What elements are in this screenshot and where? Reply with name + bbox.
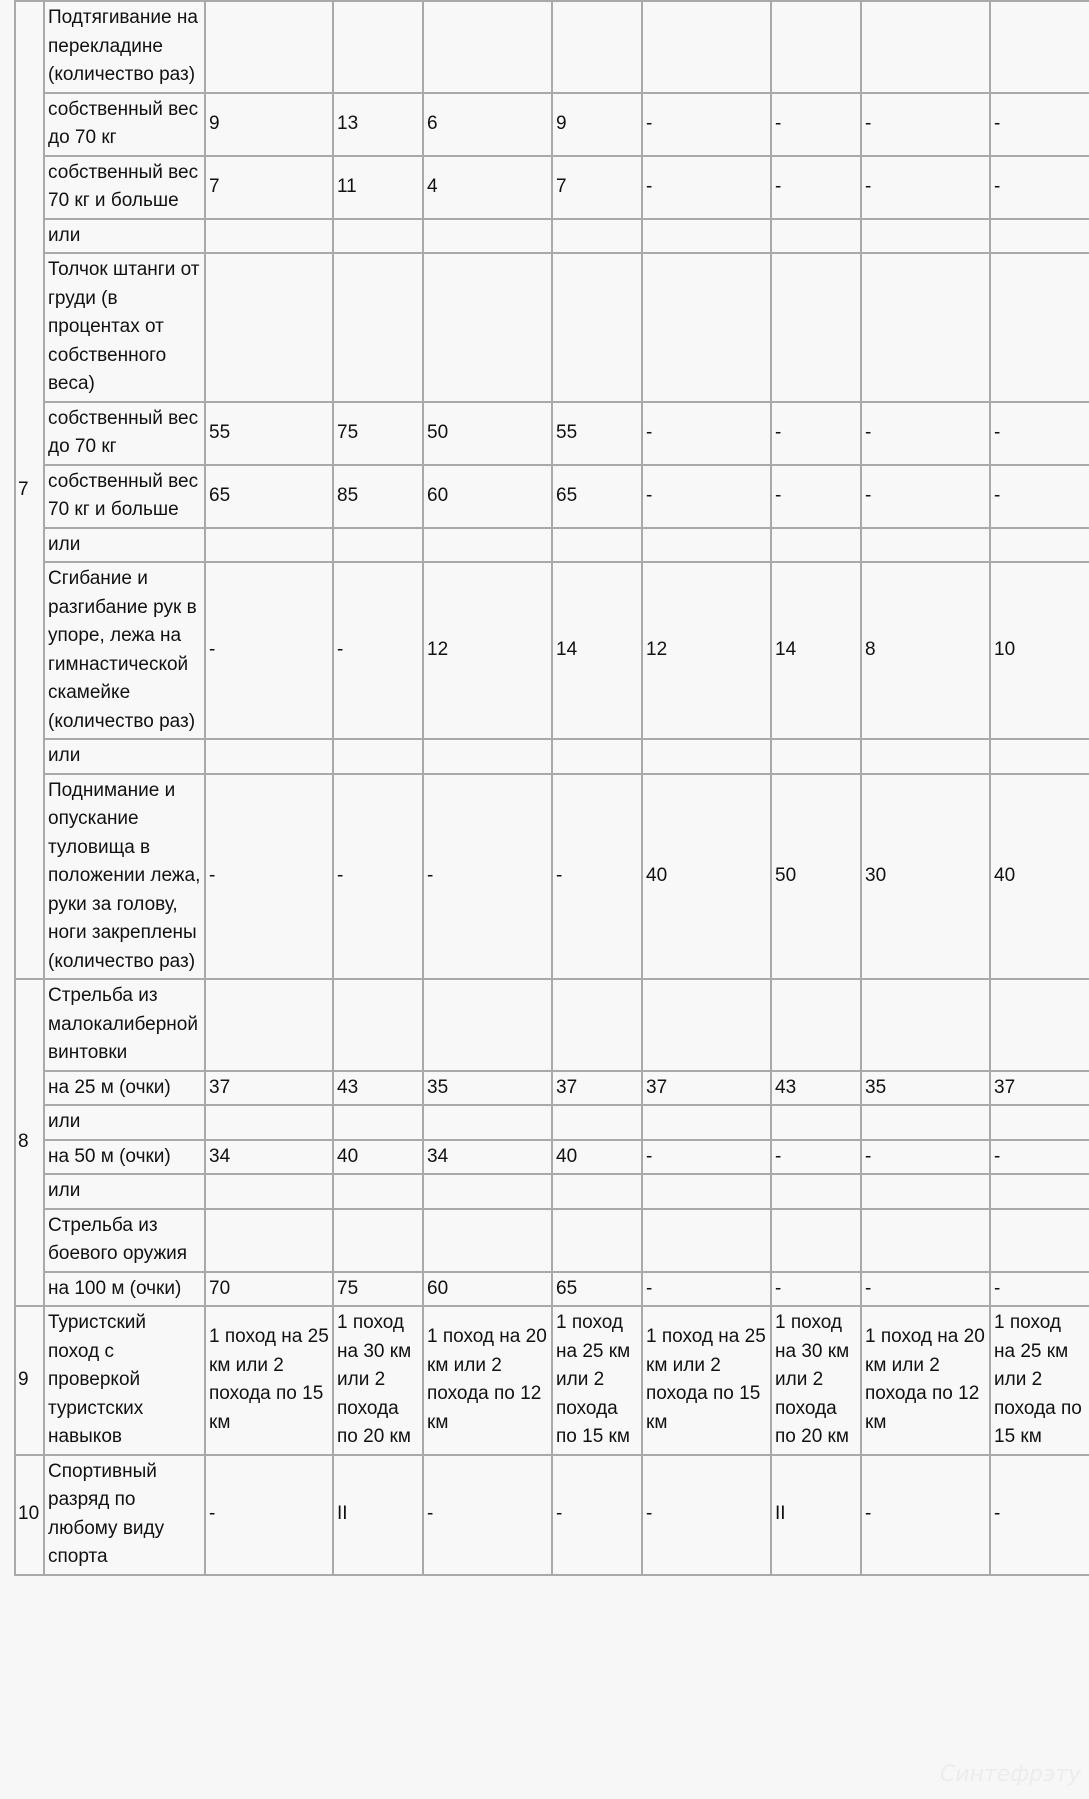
norm-value-cell [552,1,642,93]
norm-value-cell [205,979,333,1071]
norm-value-cell [205,1174,333,1209]
norm-value-cell [642,1,771,93]
norm-value-cell: 65 [552,1272,642,1307]
norm-value-cell: - [861,402,990,465]
norm-value-cell: 1 поход на 25 км или 2 похода по 15 км [642,1306,771,1455]
norm-value-cell [990,1209,1089,1272]
norm-value-cell: - [990,465,1089,528]
norm-value-cell [771,1105,861,1140]
norm-value-cell [861,253,990,402]
norm-value-cell: 40 [990,774,1089,980]
norm-value-cell [861,979,990,1071]
exercise-cell: или [44,739,205,774]
norm-value-cell: 9 [205,93,333,156]
exercise-cell: Спортивный разряд по любому виду спорта [44,1455,205,1575]
norm-value-cell [552,528,642,563]
table-row [15,93,1089,156]
norm-value-cell [333,1209,423,1272]
norm-value-cell [861,1174,990,1209]
norm-value-cell [423,1105,552,1140]
table-row [15,739,1089,774]
norm-value-cell: - [771,156,861,219]
norm-value-cell: - [771,1140,861,1175]
norm-value-cell: - [771,402,861,465]
norm-value-cell [423,253,552,402]
norm-value-cell [771,219,861,254]
norm-value-cell [333,219,423,254]
norm-value-cell: 9 [552,93,642,156]
exercise-cell: Подтягивание на перекладине (количество раз) [44,1,205,93]
norm-value-cell [990,253,1089,402]
norm-value-cell [423,219,552,254]
table-row [15,1140,1089,1175]
norm-value-cell [642,253,771,402]
norm-value-cell [205,1105,333,1140]
norm-value-cell: - [642,93,771,156]
exercise-cell: Туристский поход с проверкой туристских навыков [44,1306,205,1455]
table-row [15,979,1089,1071]
norm-value-cell [552,253,642,402]
exercise-cell: собственный вес 70 кг и больше [44,156,205,219]
norm-value-cell: 37 [552,1071,642,1106]
norm-value-cell: - [642,465,771,528]
norm-value-cell [771,739,861,774]
norm-value-cell: 35 [423,1071,552,1106]
norm-value-cell [990,979,1089,1071]
norm-value-cell: - [642,1272,771,1307]
norm-value-cell: 8 [861,562,990,739]
norm-value-cell: - [205,562,333,739]
norm-value-cell: - [642,156,771,219]
norm-value-cell [423,1,552,93]
norm-value-cell: 30 [861,774,990,980]
norms-table [14,0,1089,1576]
norm-value-cell [861,528,990,563]
exercise-cell: собственный вес до 70 кг [44,402,205,465]
norm-value-cell: 70 [205,1272,333,1307]
norm-value-cell [205,528,333,563]
norm-value-cell: 55 [205,402,333,465]
norm-value-cell [333,253,423,402]
norm-value-cell [861,219,990,254]
norm-value-cell: - [990,1140,1089,1175]
norm-value-cell [423,1174,552,1209]
norm-value-cell: 34 [205,1140,333,1175]
norm-value-cell: - [642,1140,771,1175]
exercise-cell: на 50 м (очки) [44,1140,205,1175]
norm-value-cell: - [552,1455,642,1575]
norm-value-cell [771,1,861,93]
norm-value-cell: - [990,93,1089,156]
norm-value-cell [552,1174,642,1209]
norm-value-cell: 12 [642,562,771,739]
item-number-cell: 9 [15,1306,44,1455]
table-row [15,774,1089,980]
norm-value-cell: - [333,774,423,980]
exercise-cell: Стрельба из малокалиберной винтовки [44,979,205,1071]
norm-value-cell: 13 [333,93,423,156]
table-row [15,156,1089,219]
norm-value-cell: 14 [552,562,642,739]
norm-value-cell: - [990,156,1089,219]
norm-value-cell: 37 [990,1071,1089,1106]
table-row [15,219,1089,254]
norm-value-cell: - [642,402,771,465]
norm-value-cell [552,739,642,774]
exercise-cell: собственный вес до 70 кг [44,93,205,156]
norm-value-cell [423,739,552,774]
norm-value-cell: 12 [423,562,552,739]
norm-value-cell: 37 [205,1071,333,1106]
norm-value-cell: 4 [423,156,552,219]
norm-value-cell [552,1105,642,1140]
exercise-cell: или [44,1105,205,1140]
norm-value-cell: 40 [552,1140,642,1175]
exercise-cell: на 100 м (очки) [44,1272,205,1307]
norm-value-cell: 7 [552,156,642,219]
norm-value-cell [990,1174,1089,1209]
table-row [15,1455,1089,1575]
norm-value-cell [552,219,642,254]
norm-value-cell: 43 [333,1071,423,1106]
norm-value-cell [552,1209,642,1272]
norm-value-cell: - [552,774,642,980]
norm-value-cell: 1 поход на 25 км или 2 похода по 15 км [205,1306,333,1455]
norm-value-cell: 14 [771,562,861,739]
norm-value-cell: 55 [552,402,642,465]
norm-value-cell [205,739,333,774]
norm-value-cell: 60 [423,1272,552,1307]
norm-value-cell: - [205,774,333,980]
norm-value-cell: 34 [423,1140,552,1175]
norm-value-cell [990,219,1089,254]
norm-value-cell: 11 [333,156,423,219]
norm-value-cell: - [205,1455,333,1575]
norm-value-cell [333,1105,423,1140]
norm-value-cell: - [771,93,861,156]
norm-value-cell [861,1,990,93]
norm-value-cell: 1 поход на 25 км или 2 похода по 15 км [552,1306,642,1455]
table-row [15,1174,1089,1209]
norm-value-cell [642,219,771,254]
norm-value-cell: 50 [423,402,552,465]
exercise-cell: Сгибание и разгибание рук в упоре, лежа на гимнастической скамейке (количество раз) [44,562,205,739]
norm-value-cell [205,253,333,402]
exercise-cell: на 25 м (очки) [44,1071,205,1106]
norm-value-cell: 40 [333,1140,423,1175]
norm-value-cell [642,979,771,1071]
norm-value-cell: 65 [552,465,642,528]
table-body [15,1,1089,1575]
norm-value-cell: II [771,1455,861,1575]
table-row [15,528,1089,563]
norm-value-cell: 7 [205,156,333,219]
table-row [15,1071,1089,1106]
norm-value-cell [990,1105,1089,1140]
norm-value-cell [333,979,423,1071]
exercise-cell: Поднимание и опускание туловища в положении лежа, руки за голову, ноги закреплены (количество раз) [44,774,205,980]
norm-value-cell: II [333,1455,423,1575]
norm-value-cell: - [423,1455,552,1575]
norm-value-cell [861,1209,990,1272]
table-row [15,1306,1089,1455]
norm-value-cell [861,1105,990,1140]
exercise-cell: Толчок штанги от груди (в процентах от собственного веса) [44,253,205,402]
norm-value-cell: - [642,1455,771,1575]
norm-value-cell: 43 [771,1071,861,1106]
norm-value-cell: 1 поход на 30 км или 2 похода по 20 км [333,1306,423,1455]
norm-value-cell [990,528,1089,563]
norm-value-cell: - [861,465,990,528]
norm-value-cell [990,739,1089,774]
norm-value-cell [333,1174,423,1209]
norm-value-cell [333,1,423,93]
norm-value-cell [205,219,333,254]
norm-value-cell: 60 [423,465,552,528]
norm-value-cell [642,1174,771,1209]
norm-value-cell [771,1209,861,1272]
norm-value-cell: 10 [990,562,1089,739]
norm-value-cell [423,1209,552,1272]
table-row [15,402,1089,465]
item-number-cell: 10 [15,1455,44,1575]
norm-value-cell: 50 [771,774,861,980]
norm-value-cell [423,528,552,563]
item-number-cell: 7 [15,1,44,979]
norm-value-cell: 1 поход на 20 км или 2 похода по 12 км [861,1306,990,1455]
exercise-cell: Стрельба из боевого оружия [44,1209,205,1272]
exercise-cell: собственный вес 70 кг и больше [44,465,205,528]
norm-value-cell [642,528,771,563]
norm-value-cell: 1 поход на 25 км или 2 похода по 15 км [990,1306,1089,1455]
norm-value-cell: - [990,402,1089,465]
norm-value-cell: 35 [861,1071,990,1106]
norm-value-cell: - [990,1455,1089,1575]
item-number-cell: 8 [15,979,44,1306]
exercise-cell: или [44,528,205,563]
norm-value-cell: 37 [642,1071,771,1106]
norm-value-cell: 1 поход на 20 км или 2 похода по 12 км [423,1306,552,1455]
table-row [15,253,1089,402]
norm-value-cell [333,739,423,774]
norm-value-cell: 1 поход на 30 км или 2 похода по 20 км [771,1306,861,1455]
exercise-cell: или [44,1174,205,1209]
norm-value-cell: 85 [333,465,423,528]
norm-value-cell: 65 [205,465,333,528]
norm-value-cell: 40 [642,774,771,980]
table-row [15,562,1089,739]
norm-value-cell [861,739,990,774]
table-row [15,1,1089,93]
norm-value-cell: - [861,1140,990,1175]
norm-value-cell [771,253,861,402]
norm-value-cell [642,1209,771,1272]
norm-value-cell: 75 [333,402,423,465]
norm-value-cell: - [333,562,423,739]
norm-value-cell [642,1105,771,1140]
norm-value-cell [205,1209,333,1272]
norm-value-cell [771,979,861,1071]
norm-value-cell: - [771,1272,861,1307]
norm-value-cell: 6 [423,93,552,156]
norm-value-cell: - [861,156,990,219]
table-row [15,1272,1089,1307]
norm-value-cell: - [861,93,990,156]
table-row [15,1105,1089,1140]
norm-value-cell [990,1,1089,93]
table-row [15,465,1089,528]
norm-value-cell: - [990,1272,1089,1307]
norm-value-cell: - [861,1272,990,1307]
watermark: Синтефрэту [939,1762,1081,1787]
norm-value-cell: - [861,1455,990,1575]
norm-value-cell [771,1174,861,1209]
norm-value-cell: 75 [333,1272,423,1307]
norm-value-cell [552,979,642,1071]
norm-value-cell [642,739,771,774]
norm-value-cell: - [423,774,552,980]
norm-value-cell [423,979,552,1071]
norm-value-cell [205,1,333,93]
norm-value-cell [333,528,423,563]
table-row [15,1209,1089,1272]
norm-value-cell [771,528,861,563]
exercise-cell: или [44,219,205,254]
norm-value-cell: - [771,465,861,528]
